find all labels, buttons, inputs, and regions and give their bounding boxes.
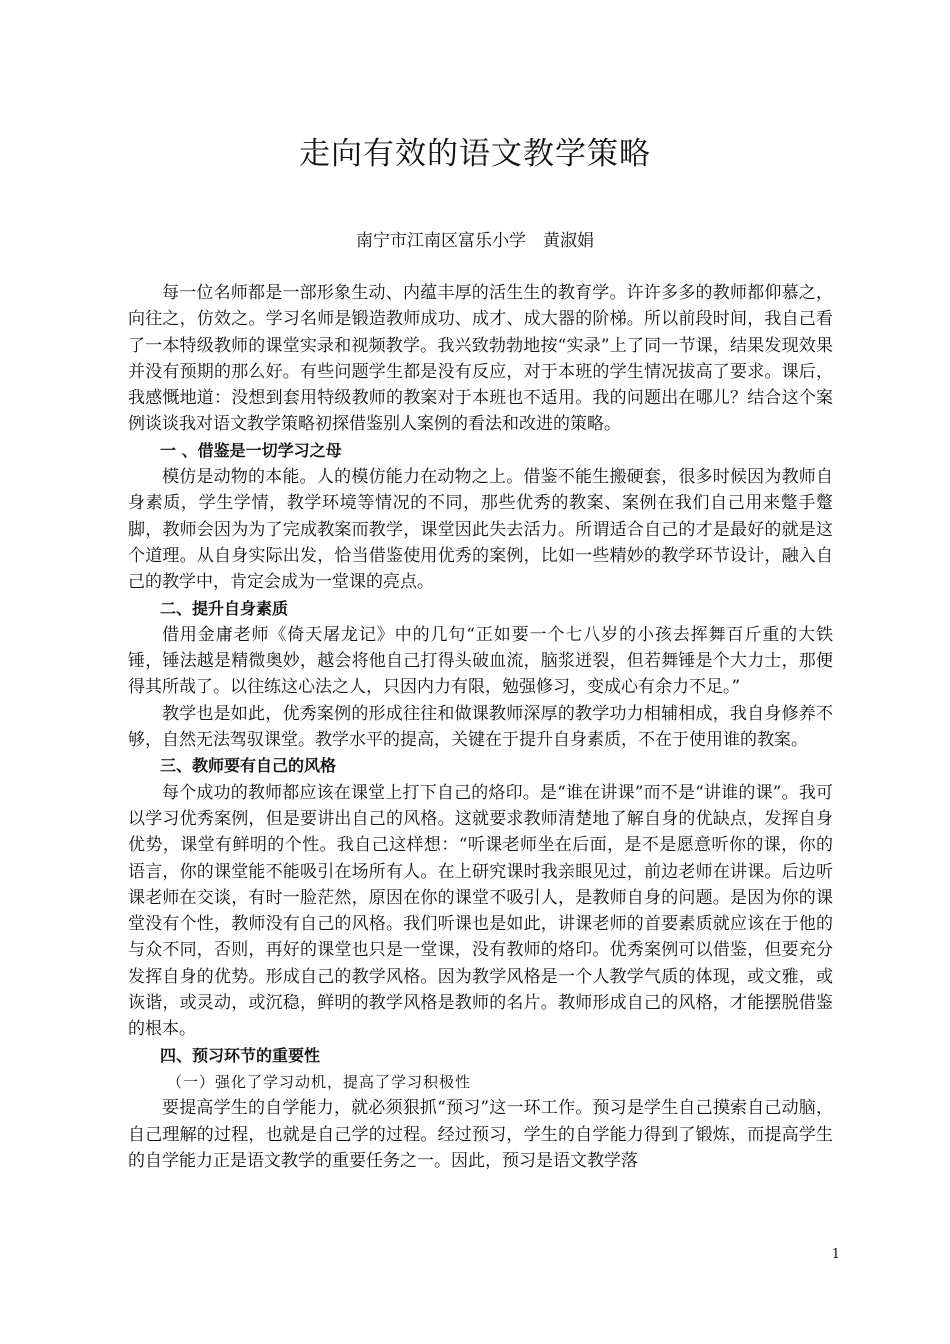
section-2-paragraph-1: 借用金庸老师《倚天屠龙记》中的几句“正如要一个七八岁的小孩去挥舞百斤重的大铁锤，锤法越是精微奥妙，越会将他自己打得头破血流，脑浆迸裂，但若舞锤是个大力士，那便得其所哉了。以往练这心法之人，只因内力有限，勉强修习，变成心有余力不足。” <box>128 624 833 698</box>
section-1-paragraph: 模仿是动物的本能。人的模仿能力在动物之上。借鉴不能生搬硬套，很多时候因为教师自身素质，学生学情，教学环境等情况的不同，那些优秀的教案、案例在我们自己用来蹩手蹩脚，教师会因为为了完成教案而教学，课堂因此失去活力。所谓适合自己的才是最好的就是这个道理。从自身实际出发，恰当借鉴使用优秀的案例，比如一些精妙的教学环节设计，融入自己的教学中，肯定会成为一堂课的亮点。 <box>128 467 833 593</box>
section-heading-4: 四、预习环节的重要性 <box>160 1045 321 1065</box>
section-heading-1: 一 、借鉴是一切学习之母 <box>160 440 342 460</box>
page-number: 1 <box>831 1247 840 1262</box>
section-heading-3: 三、教师要有自己的风格 <box>160 756 337 776</box>
section-3-paragraph: 每个成功的教师都应该在课堂上打下自己的烙印。是“谁在讲课”而不是“讲谁的课”。我可以学习优秀案例，但是要讲出自己的风格。这就要求教师清楚地了解自身的优缺点，发挥自身优势，课堂有鲜明的个性。我自己这样想：“听课老师坐在后面，是不是愿意听你的课，你的语言，你的课堂能不能吸引在场所有人。在上研究课时我亲眼见过，前边老师在讲课。后边听课老师在交谈，有时一脸茫然，原因在你的课堂不吸引人，是教师自身的问题。是因为你的课堂没有个性，教师没有自己的风格。我们听课也是如此，讲课老师的首要素质就应该在于他的与众不同，否则，再好的课堂也只是一堂课，没有教师的烙印。优秀案例可以借鉴，但要充分发挥自身的优势。形成自己的教学风格。因为教学风格是一个人教学气质的体现，或文雅，或诙谐，或灵动，或沉稳，鲜明的教学风格是教师的名片。教师形成自己的风格，才能摆脱借鉴的根本。 <box>128 782 833 1040</box>
section-2-paragraph-2: 教学也是如此，优秀案例的形成往往和做课教师深厚的教学功力相辅相成，我自身修养不够，自然无法驾驭课堂。教学水平的提高，关键在于提升自身素质，不在于使用谁的教案。 <box>128 703 833 751</box>
author-byline: 南宁市江南区富乐小学 黄淑娟 <box>356 231 594 251</box>
section-4-paragraph: 要提高学生的自学能力，就必须狠抓“预习”这一环工作。预习是学生自己摸索自己动脑，自己理解的过程，也就是自己学的过程。经过预习，学生的自学能力得到了锻炼，而提高学生的自学能力正是语文教学的重要任务之一。因此，预习是语文教学落 <box>128 1098 833 1171</box>
intro-paragraph: 每一位名师都是一部形象生动、内蕴丰厚的活生生的教育学。许许多多的教师都仰慕之，向往之，仿效之。学习名师是锻造教师成功、成才、成大器的阶梯。所以前段时间，我自己看了一本特级教师的课堂实录和视频教学。我兴致勃勃地按“实录”上了同一节课，结果发现效果并没有预期的那么好。有些问题学生都是没有反应，对于本班的学生情况拔高了要求。课后，我感慨地道：没想到套用特级教师的教案对于本班也不适用。我的问题出在哪儿？结合这个案例谈谈我对语文教学策略初探借鉴别人案例的看法和改进的策略。 <box>128 283 833 435</box>
section-heading-2: 二、提升自身素质 <box>160 598 289 618</box>
document-title: 走向有效的语文教学策略 <box>299 136 651 172</box>
document-body <box>128 280 833 1174</box>
subsection-heading-4-1: （一）强化了学习动机，提高了学习积极性 <box>167 1072 472 1091</box>
